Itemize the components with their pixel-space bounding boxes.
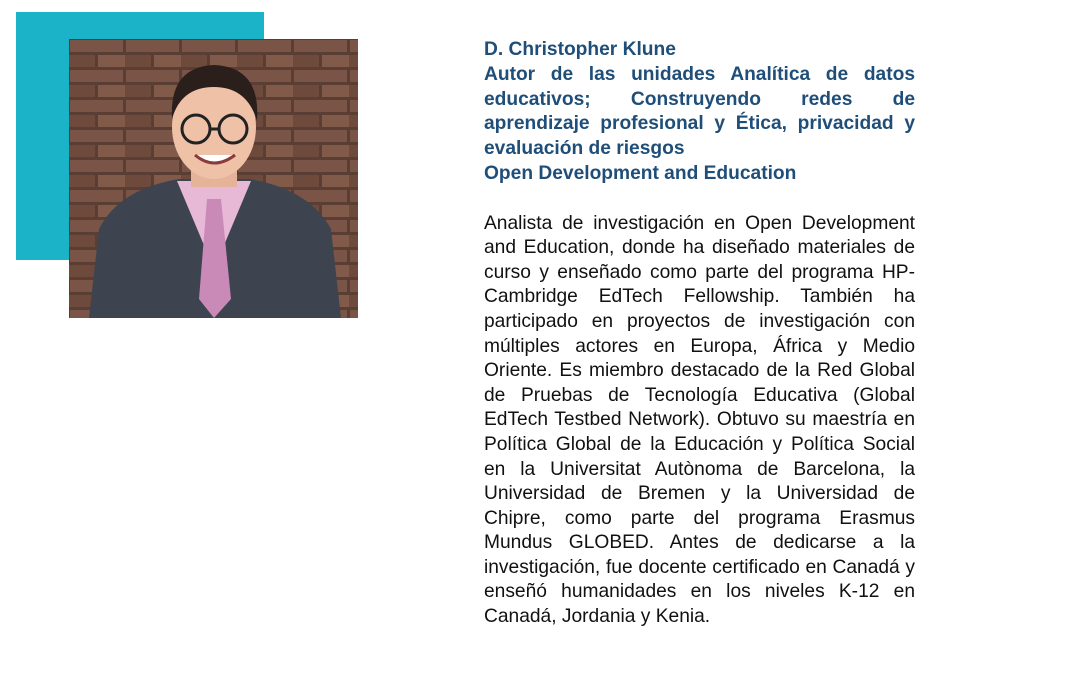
portrait-photo <box>69 39 358 318</box>
author-role: Autor de las unidades Analítica de datos educativos; Construyendo redes de aprendizaje profesional y Ética, privacidad y evaluación de riesgos <box>484 63 915 160</box>
author-organization: Open Development and Education <box>484 162 797 184</box>
author-bio: Analista de investigación en Open Development and Education, donde ha diseñado materiales de curso y enseñado como parte del programa HP-Cambridge EdTech Fellowship. También ha participado en proyectos de investigación con múltiples actores en Europa, África y Medio Oriente. Es miembro destacado de la Red Global de Pruebas de Tecnología Educativa (Global EdTech Testbed Network). Obtuvo su maestría en Política Global de la Educación y Política Social en la Universitat Autònoma de Barcelona, la Universidad de Bremen y la Universidad de Chipre, como parte del programa Erasmus Mundus GLOBED. Antes de dedicarse a la investigación, fue docente certificado en Canadá y enseñó humanidades en los niveles K-12 en Canadá, Jordania y Kenia. <box>484 212 915 628</box>
bio-column <box>484 38 915 630</box>
author-name: D. Christopher Klune <box>484 39 676 60</box>
